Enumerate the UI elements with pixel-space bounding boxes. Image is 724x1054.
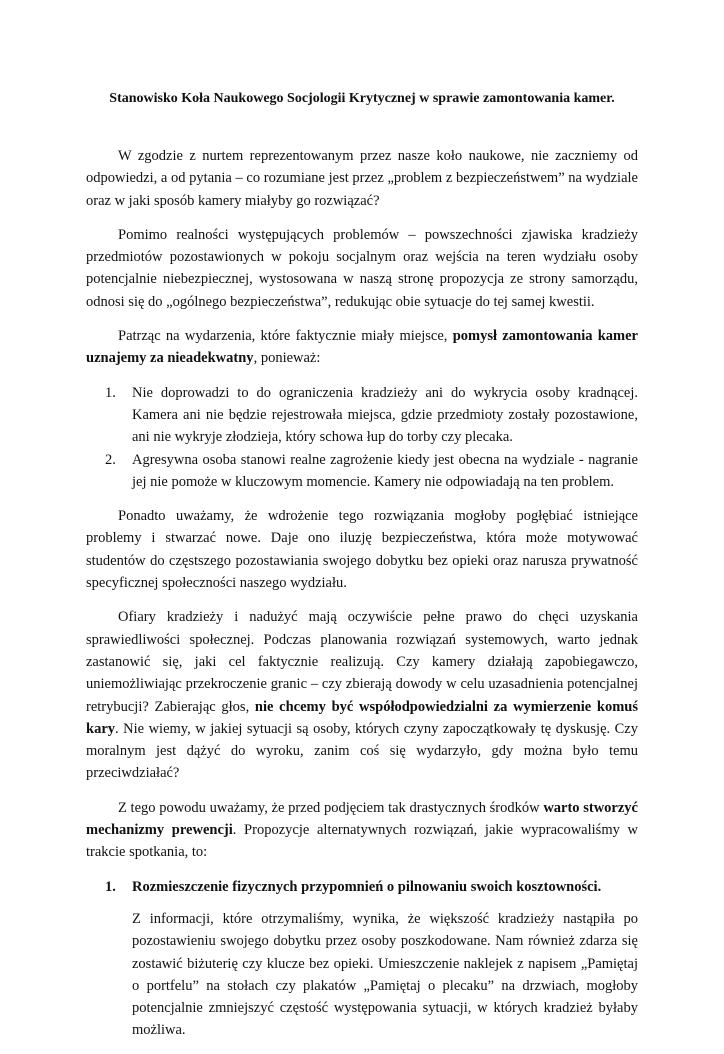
victims-text-after: . Nie wiemy, w jakiej sytuacji są osoby, których czyny zapoczątkowały tę dyskusję. Czy moralnym jest dążyć do wyroku, zanim coś się wydarzyło, gdy można było temu przeciwdziałać? [86,720,638,782]
prevention-bold: warto stworzyć mechanizmy prewencji [86,799,638,839]
reasons-list [86,382,638,493]
document-body [86,145,638,1054]
paragraph-intro: W zgodzie z nurtem reprezentowanym przez nasze koło naukowe, nie zaczniemy od odpowiedzi, a od pytania – co rozumiane jest przez „problem z bezpieczeństwem” na wydziale oraz w jaki sposób kamery miałyby go rozwiązać? [86,148,638,209]
prevention-text-before: Z tego powodu uważamy, że przed podjęciem tak drastycznych środków [118,799,544,816]
assessment-bold: pomysł zamontowania kamer uznajemy za nieadekwatny [86,328,638,367]
assessment-text-after: , ponieważ: [253,350,321,367]
victims-text-before: Ofiary kradzieży i nadużyć mają oczywiście pełne prawo do chęci uzyskania sprawiedliwości społecznej. Podczas planowania rozwiązań systemowych, warto jednak zastanowić się, jaki cel faktycznie realizują. Czy kamery działają zapobiegawczo, uniemożliwiając przekroczenie granic – czy zbierają dowody w celu uzasadnienia potencjalnej retrybucji? Zabierając głos, [86,609,638,715]
list-item-text: Nie doprowadzi to do ograniczenia kradzieży ani do wykrycia osoby kradnącej. Kamera ani nie będzie rejestrowała miejsca, gdzie przedmioty zostały pozostawione, ani nie wykryje złodzieja, który schowa łup do torby czy plecaka. [132,384,638,446]
proposal-description: Z informacji, które otrzymaliśmy, wynika, że większość kradzieży nastąpiła po pozostawieniu swojego dobytku przez osoby poszkodowane. Nam również zdarza się zostawić biżuterię czy klucze bez opieki. Umieszczenie naklejek z napisem „Pamiętaj o portfelu” na stołach czy plakatów „Pamiętaj o plecaku” na drzwiach, mogłoby potencjalnie zmniejszyć częstość występowania sytuacji, w których kradzież byłaby możliwa. [132,910,638,1039]
paragraph-problems: Pomimo realności występujących problemów – powszechności zjawiska kradzieży przedmiotów pozostawionych w pokoju socjalnym oraz wejścia na teren wydziału osoby potencjalnie niebezpiecznej, wystosowana w naszą stronę propozycja ze strony samorządu, odnosi się do „ogólnego bezpieczeństwa”, redukując obie sytuacje do tej samej kwestii. [86,226,638,310]
paragraph-consequences: Ponadto uważamy, że wdrożenie tego rozwiązania mogłoby pogłębiać istniejące problemy i stwarzać nowe. Daje ono iluzję bezpieczeństwa, która może motywować studentów do częstszego pozostawiania swojego dobytku bez opieki oraz narusza prywatność specyficznej społeczności naszego wydziału. [86,508,638,592]
victims-bold: nie chcemy być współodpowiedzialni za wymierzenie komuś kary [86,698,638,737]
list-item-number: 2. [105,451,116,468]
list-item [86,382,638,449]
list-item-text: Agresywna osoba stanowi realne zagrożenie kiedy jest obecna na wydziale - nagranie jej nie pomoże w kluczowym momencie. Kamery nie odpowiadają na ten problem. [132,451,638,490]
proposal-title: Rozmieszczenie fizycznych przypomnień o pilnowaniu swoich kosztowności. [132,878,602,895]
paragraph-assessment [86,325,638,370]
proposal-heading [86,876,638,898]
prevention-text-after: . Propozycje alternatywnych rozwiązań, jakie wypracowaliśmy w trakcie spotkania, to: [86,822,638,861]
paragraph-prevention [86,797,638,864]
proposal-number: 1. [105,878,116,895]
list-item-number: 1. [105,384,116,401]
list-item [86,449,638,494]
document-title: Stanowisko Koła Naukowego Socjologii Krytycznej w sprawie zamontowania kamer. [109,91,615,106]
paragraph-victims [86,606,638,784]
assessment-text-before: Patrząc na wydarzenia, które faktycznie miały miejsce, [118,328,453,345]
